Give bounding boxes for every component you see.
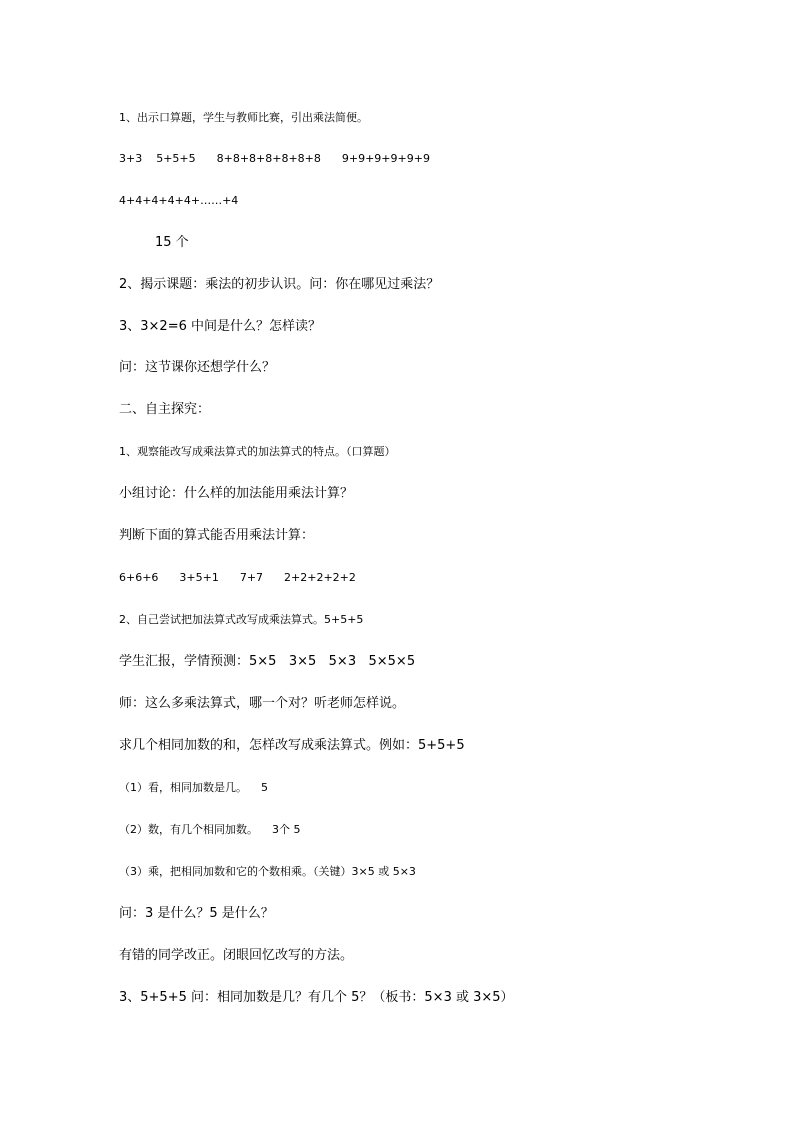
step-count: （2）数，有几个相同加数。 3个 5: [119, 823, 301, 836]
section-heading-self-exploration: 二、自主探究：: [119, 402, 211, 417]
item-blackboard-example: 3、5+5+5 问：相同加数是几？有几个 5？（板书：5×3 或 3×5）: [119, 990, 514, 1005]
teacher-question: 师：这么多乘法算式，哪一个对？听老师怎样说。: [119, 696, 406, 711]
student-report-prediction: 学生汇报，学情预测：5×5 3×5 5×3 5×5×5: [119, 654, 416, 669]
item-try-rewrite: 2、自己尝试把加法算式改写成乘法算式。5+5+5: [119, 613, 364, 626]
judge-expressions-prompt: 判断下面的算式能否用乘法计算：: [119, 528, 315, 543]
question-what-to-learn: 问：这节课你还想学什么？: [119, 360, 276, 375]
fifteen-count-note: 15 个: [155, 235, 189, 250]
item-reveal-topic: 2、揭示课题：乘法的初步认识。问：你在哪见过乘法？: [119, 277, 440, 292]
item-multiplication-sign-question: 3、3×2=6 中间是什么？怎样读？: [119, 319, 322, 334]
question-meaning-of-3-and-5: 问：3 是什么？5 是什么？: [119, 906, 274, 921]
item-oral-calculation-intro: 1、出示口算题，学生与教师比赛，引出乘法简便。: [119, 111, 368, 124]
judge-expressions-row: 6+6+6 3+5+1 7+7 2+2+2+2+2: [119, 571, 356, 584]
step-multiply: （3）乘，把相同加数和它的个数相乘。（关键）3×5 或 5×3: [119, 865, 416, 878]
rewrite-method-intro: 求几个相同加数的和，怎样改写成乘法算式。例如：5+5+5: [119, 738, 465, 753]
correction-instruction: 有错的同学改正。闭眼回忆改写的方法。: [119, 948, 354, 963]
item-observe-features: 1、观察能改写成乘法算式的加法算式的特点。（口算题）: [119, 445, 396, 458]
group-discussion-question: 小组讨论：什么样的加法能用乘法计算？: [119, 486, 354, 501]
step-look: （1）看，相同加数是几。 5: [119, 781, 268, 794]
repeated-four-expression: 4+4+4+4+4+……+4: [119, 194, 239, 207]
addition-expressions-row: 3+3 5+5+5 8+8+8+8+8+8+8 9+9+9+9+9+9: [119, 152, 430, 165]
